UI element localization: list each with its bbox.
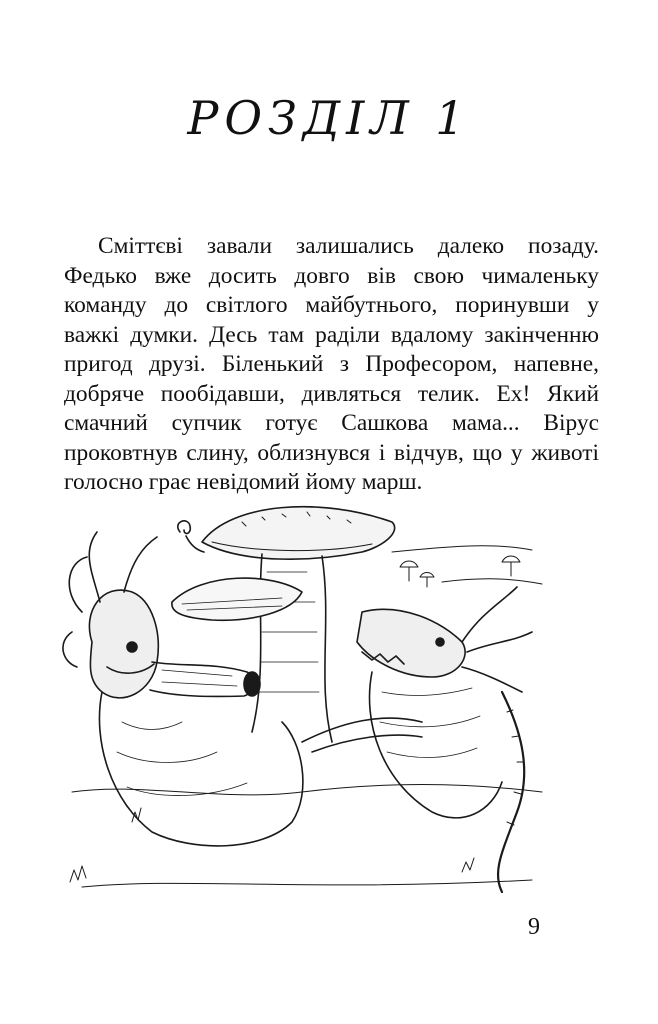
page-number: 9 — [528, 914, 540, 940]
chapter-title: РОЗДІЛ 1 — [187, 91, 471, 145]
body-paragraph: Сміттєві завали залишались далеко позаду. Федько вже досить довго вів свою чималеньку команду до світлого майбутнього, поринувши у важкі думки. Десь там раділи вдалому закінченню пригод друзі. Біленький з Професором, напевне, добряче пообідавши, дивляться телик. Ех! Який смачний супчик готує Сашкова мама... Вірус проковтнув слину, облизнувся і відчув, що у животі голосно грає невідомий йому марш. — [64, 233, 599, 495]
mushroom-creatures-illustration — [62, 492, 552, 900]
